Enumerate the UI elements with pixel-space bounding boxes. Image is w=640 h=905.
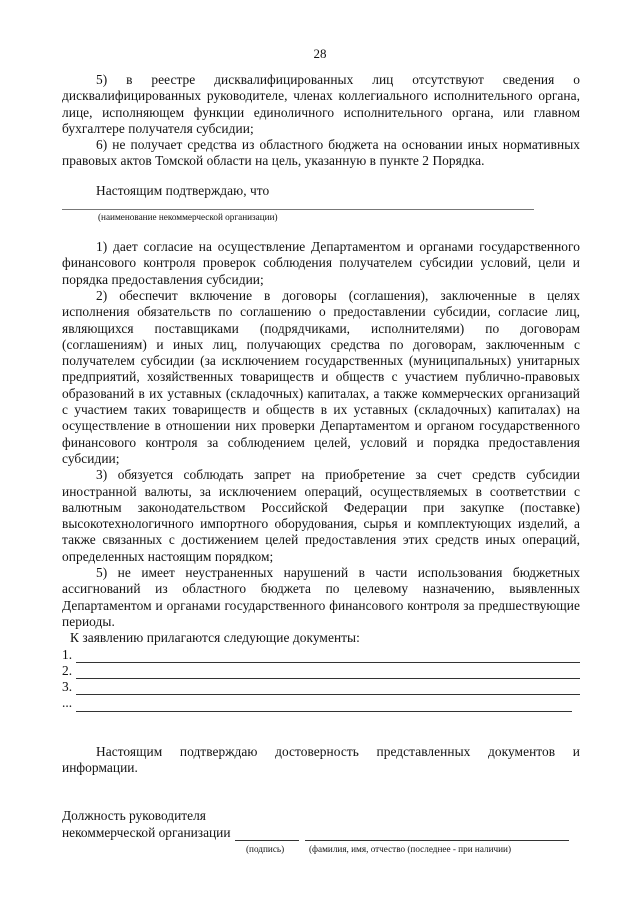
signature-blank: [235, 828, 299, 841]
attachment-line: [62, 647, 580, 663]
signatory-organization: некоммерческой организации: [62, 824, 231, 840]
org-name-caption: (наименование некоммерческой организации): [98, 212, 278, 223]
attachment-line: [62, 679, 580, 695]
attachment-blank: [76, 666, 580, 679]
attachment-blank: [76, 699, 572, 712]
obligation-1: 1) дает согласие на осуществление Департаментом и органами государственного финансового контроля проверок соблюдения получателем субсидии условий, цели и порядка предоставления субсидии;: [62, 239, 580, 287]
attachment-line: [62, 695, 580, 711]
attachment-number: 3.: [62, 679, 73, 695]
org-name-line: [62, 209, 534, 210]
obligation-2: 2) обеспечит включение в договоры (соглашения), заключенные в целях исполнения обязательств по соглашению о предоставлении субсидии, согласие лиц, являющихся поставщиками (подрядчиками, исполнителями) по договорам (соглашениям) и иных лиц, получающих средства по договорам, заключенным с получателем субсидии (за исключением государственных (муниципальных) унитарных предприятий, хозяйственных товариществ и обществ с участием публично-правовых образований в их уставных (складочных) капиталах, а также коммерческих организаций с участием таких товариществ и обществ в их уставных (складочных) капиталах) на осуществление в отношении них проверки Департаментом и органом государственного финансового контроля за соблюдением целей, условий и порядка предоставления субсидии;: [62, 287, 580, 466]
page-number: 28: [313, 46, 327, 61]
attachment-number: ...: [62, 695, 73, 711]
signature-caption: (подпись): [246, 844, 285, 855]
full-name-blank: [305, 828, 569, 841]
veracity-statement: Настоящим подтверждаю достоверность представленных документов и информации.: [62, 743, 580, 775]
attachment-number: 1.: [62, 646, 73, 662]
attachment-blank: [76, 682, 580, 695]
confirm-intro: Настоящим подтверждаю, что: [96, 182, 270, 198]
document-body: [62, 72, 580, 868]
attachment-blank: [76, 650, 580, 663]
full-name-caption: (фамилия, имя, отчество (последнее - при наличии): [309, 844, 511, 855]
attachment-number: 2.: [62, 662, 73, 678]
obligation-3: 3) обязуется соблюдать запрет на приобретение за счет средств субсидии иностранной валюты, за исключением операций, осуществляемых в соответствии с валютным законодательством Российской Федерации при закупке (поставке) высокотехнологичного импортного оборудования, сырья и комплектующих изделий, а также связанных с достижением целей предоставления этих средств иных операций, определенных настоящим порядком;: [62, 467, 580, 564]
paragraph-budget-funds: 6) не получает средства из областного бюджета на основании иных нормативных правовых актов Томской области на цель, указанную в пункте 2 Порядка.: [62, 137, 580, 169]
attachment-line: [62, 663, 580, 679]
attachments-label: К заявлению прилагаются следующие документы:: [70, 630, 360, 646]
signatory-title: Должность руководителя: [62, 808, 206, 824]
obligation-5: 5) не имеет неустраненных нарушений в части использования бюджетных ассигнований из областного бюджета по целевому назначению, выявленных Департаментом и органами государственного финансового контроля за предшествующие периоды.: [62, 565, 580, 629]
paragraph-registry: 5) в реестре дисквалифицированных лиц отсутствуют сведения о дисквалифицированных руководителе, членах коллегиального исполнительного органа, лице, исполняющем функции единоличного исполнительного органа, или главном бухгалтере получателя субсидии;: [62, 72, 580, 136]
signature-row: [62, 825, 580, 841]
signature-block: [62, 808, 580, 868]
